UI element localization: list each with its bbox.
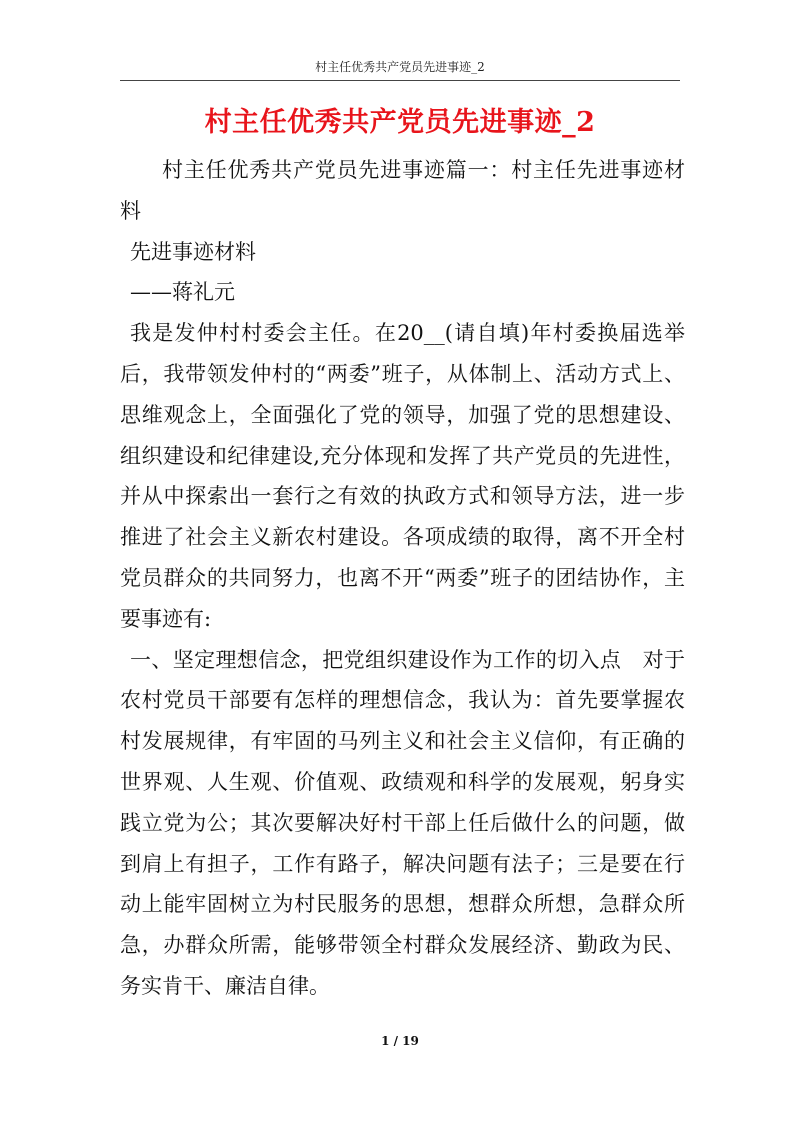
page-number: 1 / 19 [381, 1034, 419, 1048]
paragraph-section-one: 一、坚定理想信念，把党组织建设作为工作的切入点 对于农村党员干部要有怎样的理想信念，我认为：首先要掌握农村发展规律，有牢固的马列主义和社会主义信仰，有正确的世界观、人生观、价值观、政绩观和科学的发展观，躬身实践立党为公；其次要解决好村干部上任后做什么的问题，做到肩上有担子，工作有路子，解决问题有法子；三是要在行动上能牢固树立为村民服务的思想，想群众所想，急群众所急，办群众所需，能够带领全村群众发展经济、勤政为民、务实肯干、廉洁自律。 [120, 647, 685, 998]
paragraph-author: ——蒋礼元 [130, 280, 235, 305]
paragraph-heading: 先进事迹材料 [130, 239, 256, 264]
paragraph-intro: 我是发仲村村委会主任。在20__(请自填)年村委换届选举后，我带领发仲村的“两委”班子，从体制上、活动方式上、思维观念上，全面强化了党的领导，加强了党的思想建设、组织建设和纪律建设,充分体现和发挥了共产党员的先进性，并从中探索出一套行之有效的执政方式和领导方法，进一步推进了社会主义新农村建设。各项成绩的取得，离不开全村党员群众的共同努力，也离不开“两委”班子的团结协作，主要事迹有: [120, 321, 685, 631]
document-title: 村主任优秀共产党员先进事迹_2 [204, 107, 596, 138]
paragraph-subtitle: 村主任优秀共产党员先进事迹篇一：村主任先进事迹材料 [120, 158, 685, 223]
document-body [120, 150, 685, 1007]
running-header: 村主任优秀共产党员先进事迹_2 [315, 60, 485, 74]
header-divider [120, 80, 680, 81]
